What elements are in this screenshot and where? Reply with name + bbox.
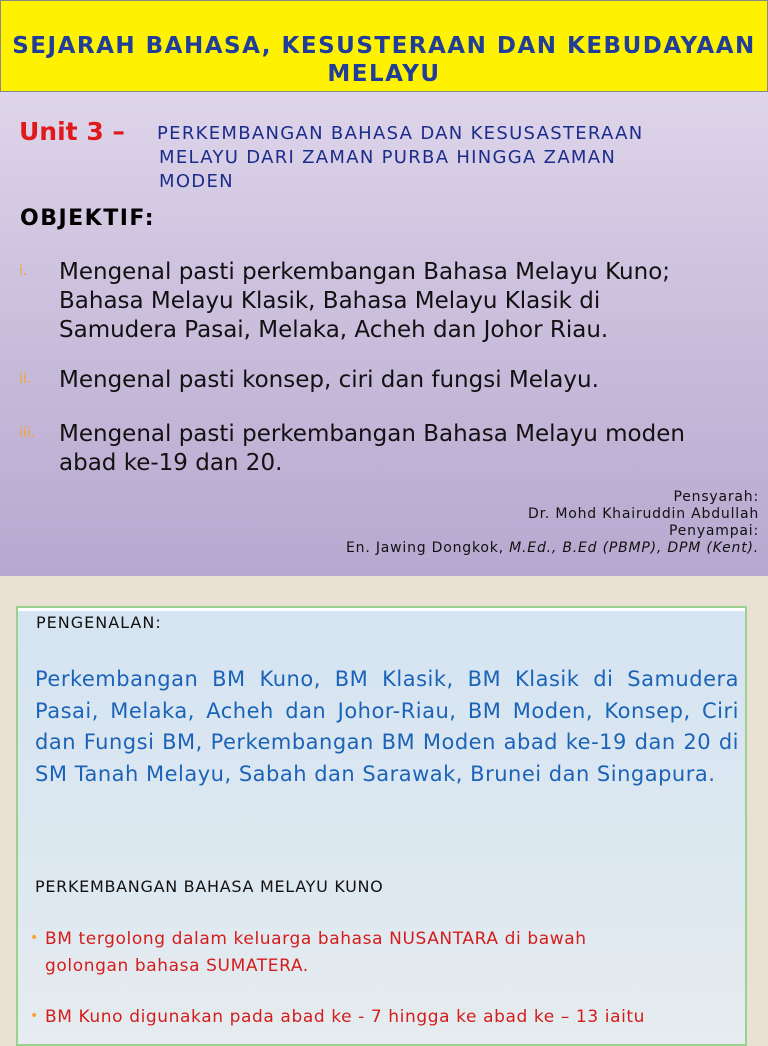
presenter-name: En. Jawing Dongkok, xyxy=(346,540,504,556)
objective-text: Mengenal pasti konsep, ciri dan fungsi Melayu. xyxy=(59,367,599,393)
title-line-1: SEJARAH BAHASA, KESUSTERAAN DAN KEBUDAYAAN xyxy=(12,33,756,59)
presenter-label: Penyampai: xyxy=(668,523,759,539)
bullet-text: BM tergolong dalam keluarga bahasa NUSANTARA di bawah golongan bahasa SUMATERA. xyxy=(45,929,587,976)
bullet-icon: • xyxy=(30,930,39,946)
credits xyxy=(346,489,759,557)
title-line-2: MELAYU xyxy=(327,61,441,87)
unit-title-line-3: MODEN xyxy=(159,171,234,192)
intro-paragraph: Perkembangan BM Kuno, BM Klasik, BM Klasik di Samudera Pasai, Melaka, Acheh dan Johor-Riau, BM Moden, Konsep, Ciri dan Fungsi BM, Perkembangan BM Moden abad ke-19 dan 20 di SM Tanah Melayu, Sabah dan Sarawak, Brunei dan Singapura. xyxy=(35,667,739,786)
bullet-text: BM Kuno digunakan pada abad ke - 7 hingga ke abad ke – 13 iaitu xyxy=(45,1007,646,1027)
lecturer-name: Dr. Mohd Khairuddin Abdullah xyxy=(528,506,759,522)
objective-text: Mengenal pasti perkembangan Bahasa Melayu moden abad ke-19 dan 20. xyxy=(59,421,685,476)
panel-highlight xyxy=(18,608,745,611)
section-heading: PERKEMBANGAN BAHASA MELAYU KUNO xyxy=(35,877,384,896)
bullet-icon: • xyxy=(30,1008,39,1024)
slide-title xyxy=(1,1,767,88)
presenter-line xyxy=(346,540,759,557)
objectives-heading: OBJEKTIF: xyxy=(20,206,156,231)
objective-number: i. xyxy=(19,263,28,279)
objective-text: Mengenal pasti perkembangan Bahasa Melayu Kuno; Bahasa Melayu Klasik, Bahasa Melayu Klasik di Samudera Pasai, Melaka, Acheh dan Johor Riau. xyxy=(59,259,671,343)
objective-number: ii. xyxy=(19,371,32,387)
presenter-qualifications: M.Ed., B.Ed (PBMP), DPM (Kent). xyxy=(503,540,759,556)
unit-title xyxy=(157,122,643,194)
unit-title-line-1: PERKEMBANGAN BAHASA DAN KESUSASTERAAN xyxy=(157,123,644,144)
objective-number: iii. xyxy=(19,425,36,441)
intro-heading: PENGENALAN: xyxy=(36,613,162,632)
unit-label: Unit 3 – xyxy=(19,117,125,146)
lecturer-label: Pensyarah: xyxy=(673,489,759,505)
content-panel xyxy=(16,606,747,1046)
slide-2 xyxy=(0,576,768,1027)
title-banner xyxy=(0,0,768,92)
unit-title-line-2: MELAYU DARI ZAMAN PURBA HINGGA ZAMAN xyxy=(159,147,617,168)
